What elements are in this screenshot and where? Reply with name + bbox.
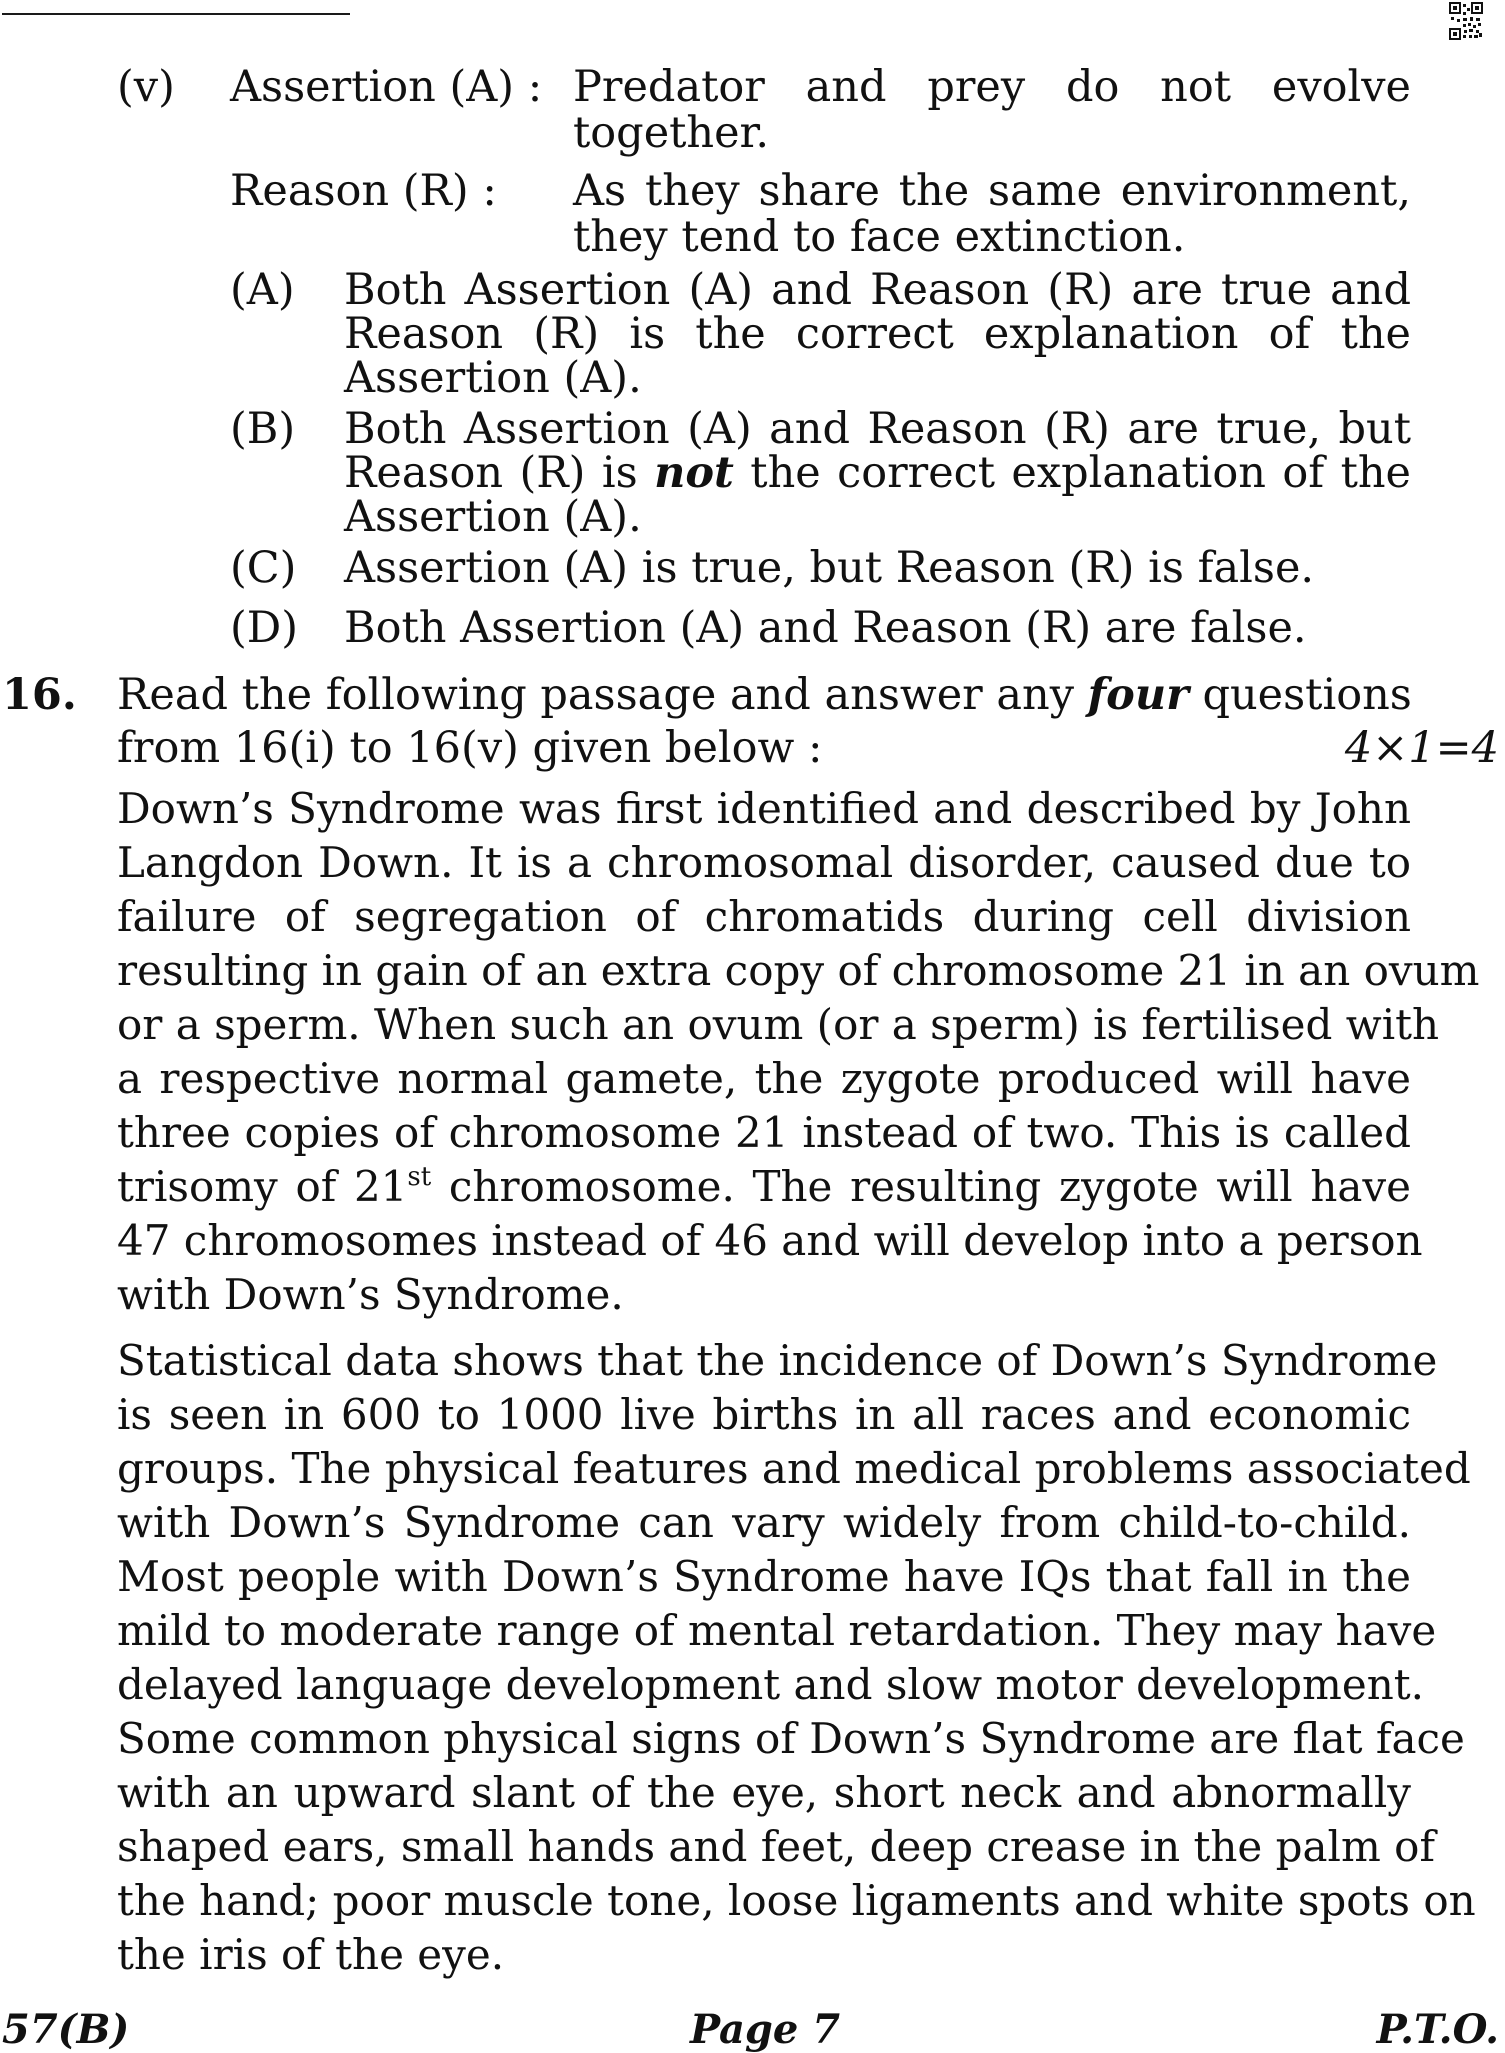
emphasis-four: four bbox=[1087, 670, 1189, 720]
passage-line: a respective normal gamete, the zygote produced will have bbox=[117, 1054, 1411, 1103]
page-number: Page 7 bbox=[690, 2006, 841, 2053]
emphasis-not: not bbox=[654, 448, 734, 498]
passage-line: with Down’s Syndrome. bbox=[117, 1270, 624, 1319]
question-number: 16. bbox=[2, 670, 77, 720]
passage-line: Statistical data shows that the incidence of Down’s Syndrome bbox=[117, 1336, 1438, 1385]
passage-line: Some common physical signs of Down’s Syndrome are flat face bbox=[117, 1714, 1465, 1763]
passage-line: resulting in gain of an extra copy of chromosome 21 in an ovum bbox=[117, 946, 1480, 995]
option-text-line: Reason (R) is the correct explanation of the bbox=[344, 309, 1411, 359]
passage-line: with an upward slant of the eye, short neck and abnormally bbox=[117, 1768, 1411, 1817]
passage-line: Down’s Syndrome was first identified and described by John bbox=[117, 784, 1411, 833]
passage-line: with Down’s Syndrome can vary widely from child-to-child. bbox=[117, 1498, 1411, 1547]
passage-paragraph bbox=[117, 1334, 1476, 1982]
passage-line: groups. The physical features and medical problems associated bbox=[117, 1444, 1471, 1493]
passage-line: the iris of the eye. bbox=[117, 1930, 505, 1979]
passage-line: mild to moderate range of mental retardation. They may have bbox=[117, 1606, 1437, 1655]
passage-line: delayed language development and slow motor development. bbox=[117, 1660, 1425, 1709]
question-number: (v) bbox=[117, 62, 175, 112]
passage-line: shaped ears, small hands and feet, deep crease in the palm of bbox=[117, 1822, 1435, 1871]
passage-line: is seen in 600 to 1000 live births in all races and economic bbox=[117, 1390, 1411, 1439]
top-rule bbox=[2, 13, 350, 15]
passage-line: Langdon Down. It is a chromosomal disorder, caused due to bbox=[117, 838, 1411, 887]
option-text-line: Reason (R) is not the correct explanation of the bbox=[344, 448, 1411, 498]
option-letter: (B) bbox=[230, 404, 296, 454]
assertion-text-line: Predator and prey do not evolve bbox=[573, 62, 1411, 112]
reason-label: Reason (R) : bbox=[230, 166, 497, 216]
question-intro: Read the following passage and answer any four questions bbox=[117, 670, 1412, 720]
paper-code: 57(B) bbox=[2, 2006, 130, 2053]
option-letter: (D) bbox=[230, 603, 299, 653]
option-text-line: Assertion (A). bbox=[344, 353, 642, 403]
reason-text-line: they tend to face extinction. bbox=[573, 212, 1186, 262]
option-text-line: Assertion (A) is true, but Reason (R) is false. bbox=[344, 543, 1315, 593]
question-intro-line: from 16(i) to 16(v) given below : bbox=[117, 723, 823, 773]
marks-label: 4×1=4 bbox=[1344, 723, 1499, 773]
passage-line: failure of segregation of chromatids during cell division bbox=[117, 892, 1411, 941]
option-letter: (A) bbox=[230, 265, 295, 315]
passage-line: 47 chromosomes instead of 46 and will develop into a person bbox=[117, 1216, 1423, 1265]
assertion-label: Assertion (A) : bbox=[230, 62, 543, 112]
option-letter: (C) bbox=[230, 543, 297, 593]
option-text-line: Both Assertion (A) and Reason (R) are true and bbox=[344, 265, 1411, 315]
qr-code-icon bbox=[1449, 2, 1483, 41]
passage-line: or a sperm. When such an ovum (or a sperm) is fertilised with bbox=[117, 1000, 1440, 1049]
passage-line: Most people with Down’s Syndrome have IQs that fall in the bbox=[117, 1552, 1411, 1601]
passage-line: trisomy of 21st chromosome. The resulting zygote will have bbox=[117, 1162, 1411, 1211]
assertion-text-line: together. bbox=[573, 108, 770, 158]
reason-text-line: As they share the same environment, bbox=[573, 166, 1411, 216]
passage-paragraph bbox=[117, 782, 1480, 1322]
option-text-line: Both Assertion (A) and Reason (R) are false. bbox=[344, 603, 1307, 653]
option-text-line: Both Assertion (A) and Reason (R) are true, but bbox=[344, 404, 1411, 454]
passage-line: the hand; poor muscle tone, loose ligaments and white spots on bbox=[117, 1876, 1476, 1925]
passage-line: three copies of chromosome 21 instead of two. This is called bbox=[117, 1108, 1411, 1157]
option-text-line: Assertion (A). bbox=[344, 492, 642, 542]
pto-label: P.T.O. bbox=[1376, 2006, 1499, 2053]
